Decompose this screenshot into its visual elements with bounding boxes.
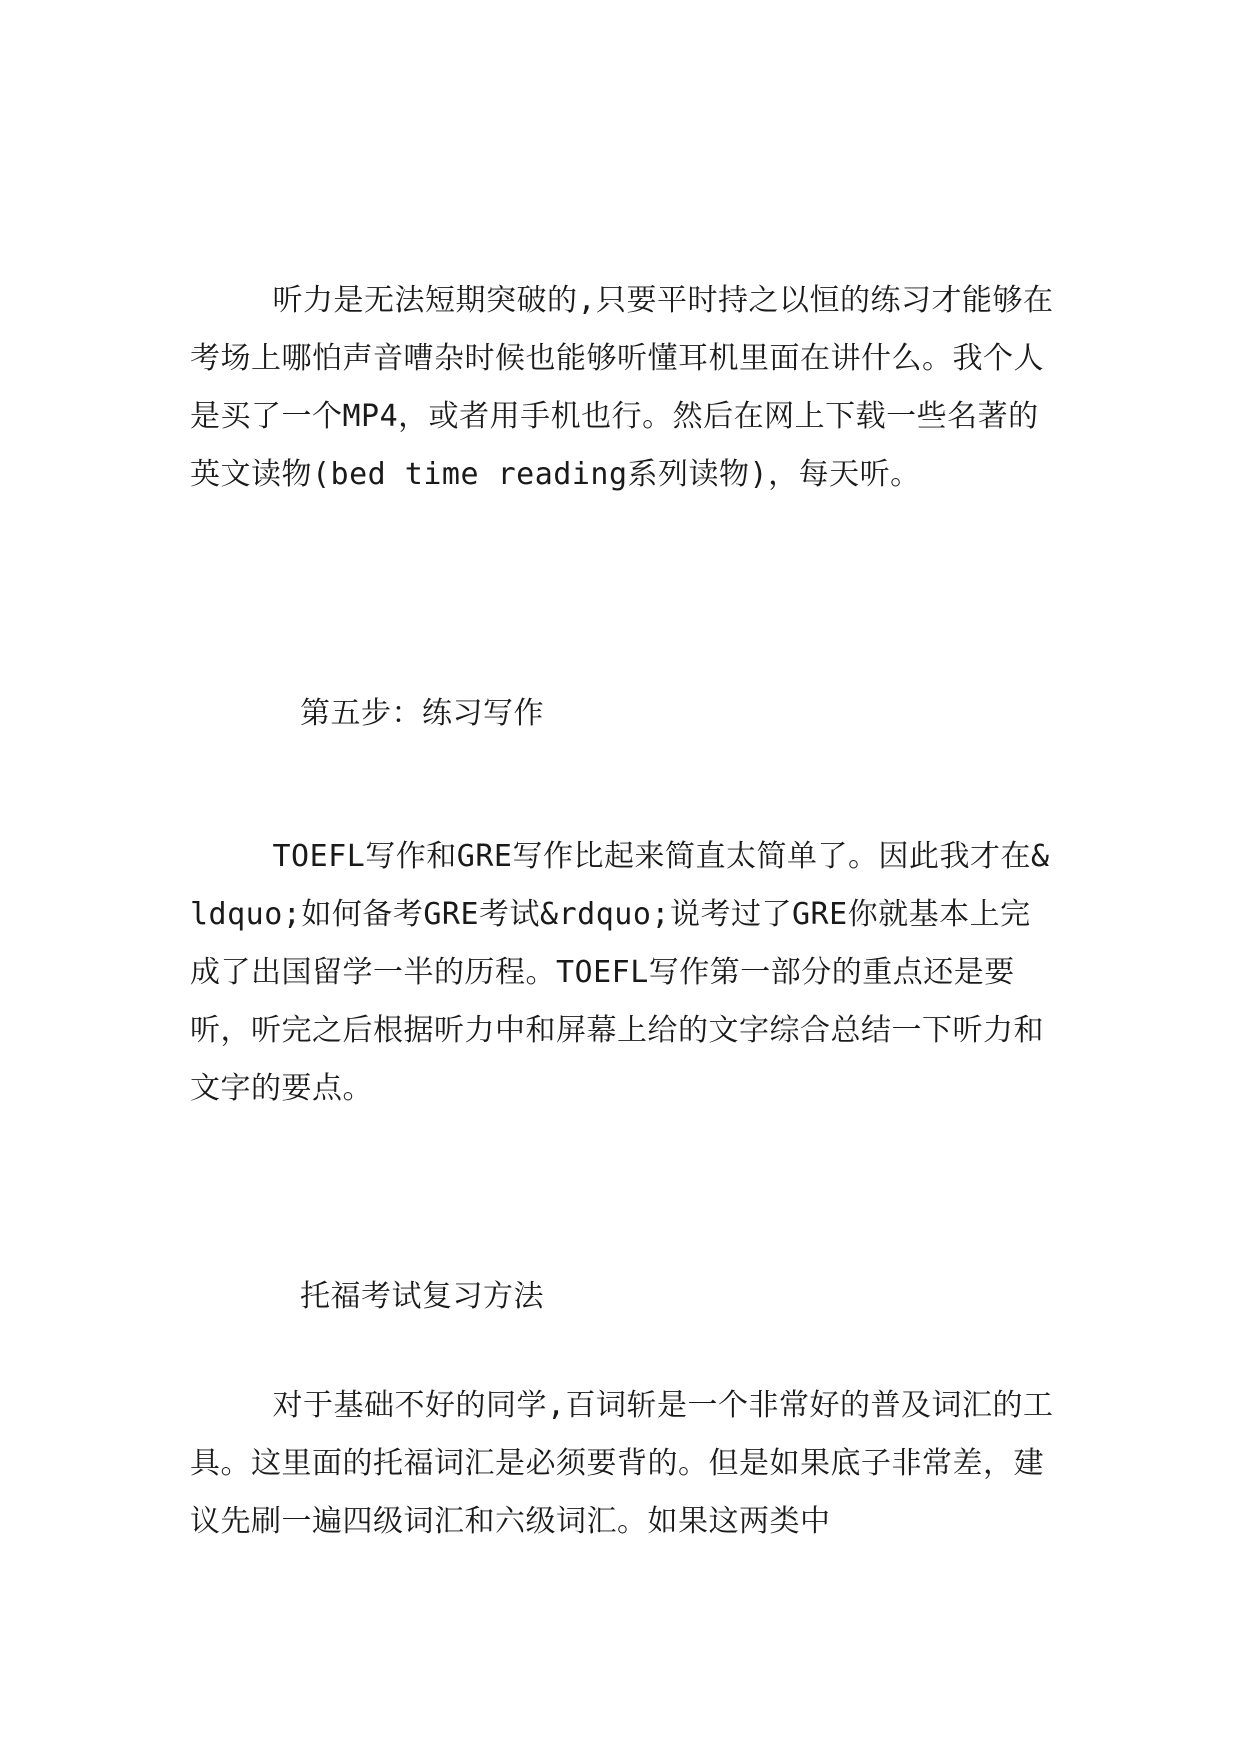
heading-step-five-writing: 第五步：练习写作 [300,696,544,731]
paragraph-writing: TOEFL写作和GRE写作比起来简直太简单了。因此我才在&ldquo;如何备考GRE考试&rdquo;说考过了GRE你就基本上完成了出国留学一半的历程。TOEFL写作第一部分的重点还是要听，听完之后根据听力中和屏幕上给的文字综合总结一下听力和文字的要点。 [190,839,1050,1106]
paragraph-listening: 听力是无法短期突破的,只要平时持之以恒的练习才能够在考场上哪怕声音嘈杂时候也能够听懂耳机里面在讲什么。我个人是买了一个MP4，或者用手机也行。然后在网上下载一些名著的英文读物(bed time reading系列读物)，每天听。 [190,283,1054,492]
paragraph-vocabulary: 对于基础不好的同学,百词斩是一个非常好的普及词汇的工具。这里面的托福词汇是必须要背的。但是如果底子非常差，建议先刷一遍四级词汇和六级词汇。如果这两类中 [190,1388,1054,1539]
heading-review-method: 托福考试复习方法 [300,1279,544,1314]
